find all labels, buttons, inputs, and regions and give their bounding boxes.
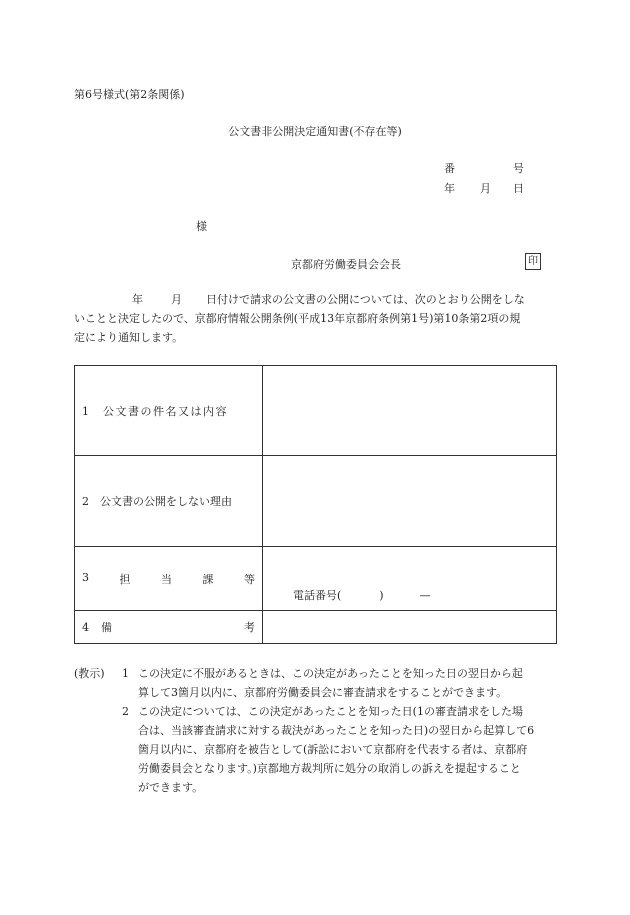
row3-char-2: 当	[161, 572, 172, 586]
note-1-line-1: この決定に不服があるときは、この決定があったことを知った日の翌日から起	[138, 667, 523, 680]
body-line1-rest: 日付けで請求の公文書の公開については、次のとおり公開をしな	[206, 293, 525, 306]
row4-number: 4	[82, 621, 89, 634]
instruction-notes	[74, 664, 564, 797]
seal-mark: 印	[525, 253, 541, 270]
row-department-value	[263, 547, 557, 611]
notice-body	[74, 290, 560, 347]
row-reason-value	[263, 456, 557, 547]
note-item-1	[74, 664, 564, 702]
number-suffix: 号	[513, 162, 524, 175]
notes-lead: (教示)	[74, 667, 105, 680]
number-label: 番	[444, 162, 455, 175]
date-year: 年	[444, 182, 455, 195]
document-title: 公文書非公開決定通知書(不存在等)	[228, 125, 402, 138]
phone-label: 電話番号(	[293, 589, 342, 602]
row-subject-label: 1 公文書の件名又は内容	[75, 366, 263, 456]
note-2-line-4: 労働委員会となります。)京都地方裁判所に処分の取消しの訴えを提起すること	[138, 762, 521, 775]
note-2-line-2: 合は、当該審査請求に対する裁決があったことを知った日)の翌日から起算して6	[138, 724, 535, 737]
row-remarks-label	[75, 611, 263, 644]
row4-left: 備	[101, 621, 112, 634]
row4-right: 考	[244, 621, 255, 634]
note-number-1: 1	[122, 667, 129, 680]
addressee-suffix: 様	[196, 220, 207, 233]
row-remarks-value	[263, 611, 557, 644]
notice-line-2: いことと決定したので、京都府情報公開条例(平成13年京都府条例第1号)第10条第2項の規	[74, 312, 521, 325]
body-month: 月	[171, 293, 182, 306]
notice-line-1	[74, 290, 560, 309]
row3-char-4: 等	[244, 572, 255, 586]
note-1-line-2: 算して3箇月以内に、京都府労働委員会に審査請求をすることができます。	[138, 686, 508, 699]
row3-char-3: 課	[202, 572, 214, 586]
body-year: 年	[132, 293, 143, 306]
form-number: 第6号様式(第2条関係)	[74, 88, 185, 101]
row3-number: 3	[82, 570, 89, 584]
phone-dash: —	[419, 589, 431, 602]
phone-number-line	[293, 587, 431, 603]
date-month: 月	[480, 182, 491, 195]
note-number-2: 2	[122, 705, 129, 718]
note-2-line-5: ができます。	[138, 781, 204, 794]
row3-char-1: 担	[119, 572, 131, 586]
note-item-2	[74, 702, 564, 797]
notice-line-3: 定により通知します。	[74, 331, 184, 344]
issuer-name: 京都府労働委員会会長	[291, 258, 401, 271]
date-day: 日	[513, 182, 524, 195]
row-reason-label: 2 公文書の公開をしない理由	[75, 456, 263, 547]
row-department-label	[75, 547, 263, 611]
notice-table	[74, 365, 557, 644]
note-2-line-1: この決定については、この決定があったことを知った日(1の審査請求をした場	[138, 705, 523, 718]
note-2-line-3: 箇月以内に、京都府を被告として(訴訟において京都府を代表する者は、京都府	[138, 743, 528, 756]
phone-close: )	[379, 589, 384, 602]
row-subject-value	[263, 366, 557, 456]
